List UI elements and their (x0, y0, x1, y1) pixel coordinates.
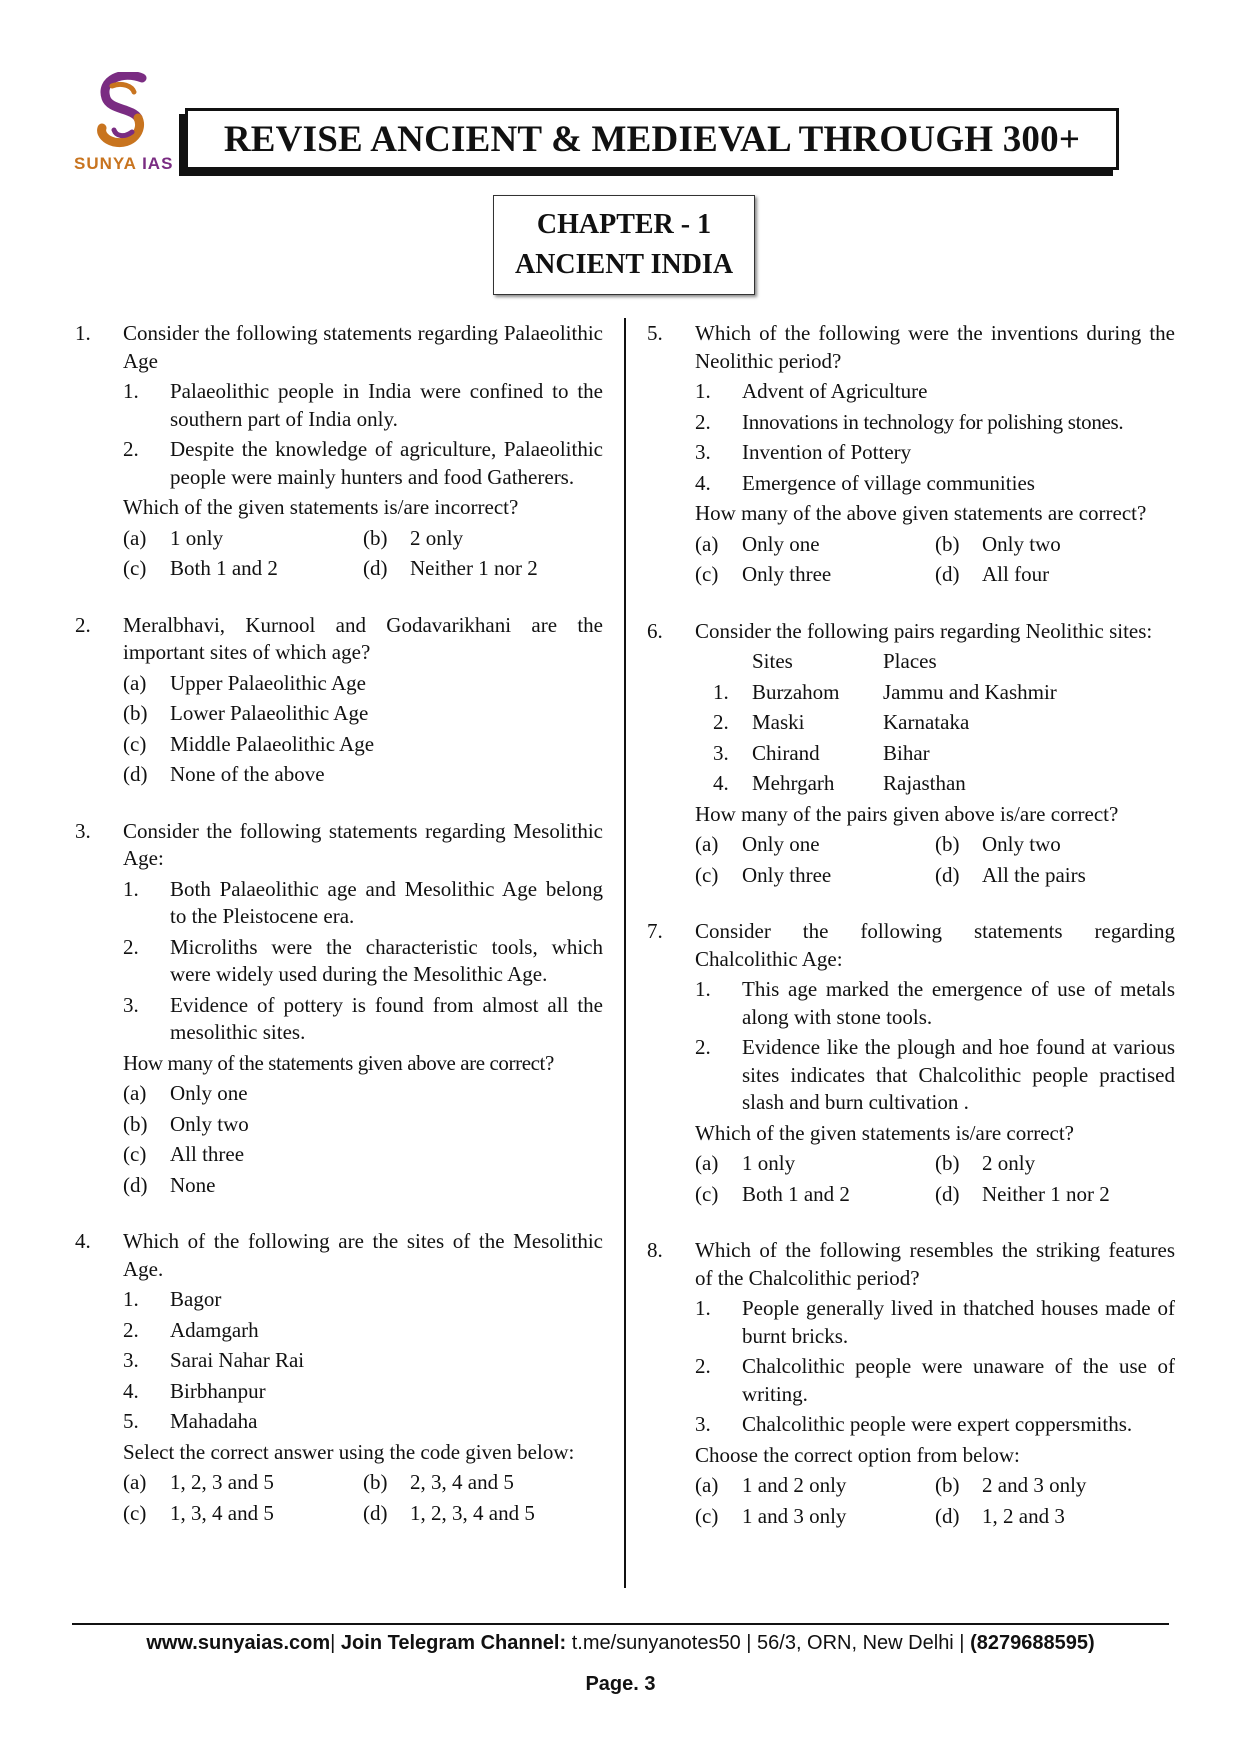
question-prompt: How many of the above given statements are correct? (695, 501, 1147, 525)
statement: 3. Chalcolithic people were expert coppersmiths. (695, 1412, 1133, 1436)
question-stem: Which of the following were the inventions during the Neolithic period? (695, 321, 1175, 373)
statement: 3. Evidence of pottery is found from almost all the mesolithic sites. (123, 992, 603, 1044)
question-stem: Consider the following statements regarding Mesolithic Age: (123, 818, 603, 870)
question-prompt: How many of the statements given above are correct? (123, 1050, 554, 1075)
option-row: (b) Only two (123, 1111, 249, 1136)
question-8 (647, 1237, 1175, 1530)
option-row: (a) Upper Palaeolithic Age (123, 670, 366, 695)
question-stem: Which of the following resembles the striking features of the Chalcolithic period? (695, 1238, 1175, 1290)
question-stem: Consider the following statements regarding Palaeolithic Age (123, 321, 603, 373)
statement: 2. Despite the knowledge of agriculture, Palaeolithic people were mainly hunters and food Gatherers. (123, 437, 603, 489)
statement: 1. Palaeolithic people in India were confined to the southern part of India only. (123, 379, 603, 431)
option-b: (b) 2 only (363, 525, 464, 550)
question-stem: Which of the following are the sites of the Mesolithic Age. (123, 1229, 603, 1281)
option-row: (c) Middle Palaeolithic Age (123, 731, 375, 756)
statement: 1. People generally lived in thatched houses made of burnt bricks. (695, 1296, 1175, 1348)
option-row: (c) Only three (d) All four (695, 562, 1050, 586)
question-number: 2. (75, 612, 91, 637)
left-column (75, 320, 603, 1527)
statement: 3. Sarai Nahar Rai (123, 1348, 305, 1372)
option-row: (a) Only one (b) Only two (695, 531, 1061, 556)
option-row: (c) Both 1 and 2 (d) Neither 1 nor 2 (695, 1181, 1110, 1206)
footer-website[interactable]: www.sunyaias.com (146, 1632, 331, 1654)
question-number: 1. (75, 321, 91, 345)
statement: 1. Bagor (123, 1287, 222, 1311)
statement: 2. Adamgarh (123, 1317, 259, 1342)
question-prompt: Which of the given statements is/are incorrect? (123, 495, 519, 519)
right-column (647, 320, 1175, 1530)
option-row: (c) Only three (d) All the pairs (695, 862, 1086, 887)
statement: 2. Innovations in technology for polishing stones. (695, 409, 1124, 434)
statement: 4. Birbhanpur (123, 1378, 266, 1403)
option-row: (a) 1, 2, 3 and 5 (b) 2, 3, 4 and 5 (123, 1470, 514, 1494)
statement: 2. Microliths were the characteristic tools, which were widely used during the Mesolithic Age. (123, 934, 603, 986)
pair-row: 4. Mehrgarh Rajasthan (713, 771, 966, 795)
pair-row: 1. Burzahom Jammu and Kashmir (713, 679, 1057, 704)
option-row: (d) None (123, 1172, 216, 1197)
option-row (123, 525, 603, 553)
statement: 2. Chalcolithic people were unaware of the use of writing. (695, 1354, 1175, 1406)
question-prompt: Select the correct answer using the code given below: (123, 1439, 575, 1464)
chapter-title: ANCIENT INDIA (514, 249, 734, 280)
footer-divider (72, 1623, 1169, 1625)
column-divider (624, 318, 626, 1588)
option-row: (a) Only one (123, 1081, 248, 1105)
option-row (123, 555, 603, 583)
question-7 (647, 918, 1175, 1208)
statement: 1. This age marked the emergence of use of metals along with stone tools. (695, 977, 1175, 1029)
question-number: 5. (647, 321, 663, 345)
option-row: (c) 1, 3, 4 and 5 (d) 1, 2, 3, 4 and 5 (123, 1500, 535, 1525)
option-row: (d) None of the above (123, 762, 325, 786)
chapter-number: CHAPTER - 1 (536, 209, 712, 240)
question-number: 6. (647, 618, 663, 643)
brand-logo (72, 72, 182, 180)
question-2 (75, 612, 603, 789)
option-a: (a) 1 only (123, 525, 224, 550)
swirl-s-logo-icon (92, 72, 158, 152)
chapter-heading (493, 195, 755, 295)
statement: 1. Advent of Agriculture (695, 379, 928, 403)
question-stem: Meralbhavi, Kurnool and Godavarikhani are the important sites of which age? (123, 612, 603, 664)
question-3 (75, 818, 603, 1200)
pair-header: Sites Places (752, 649, 937, 673)
question-prompt: How many of the pairs given above is/are correct? (695, 801, 1119, 826)
question-stem: Consider the following statements regarding Chalcolithic Age: (695, 919, 1175, 971)
question-number: 4. (75, 1229, 91, 1253)
question-prompt: Which of the given statements is/are correct? (695, 1120, 1075, 1145)
option-row: (a) Only one (b) Only two (695, 832, 1061, 856)
page-number: Page. 3 (585, 1673, 656, 1695)
question-number: 3. (75, 818, 91, 843)
option-row: (b) Lower Palaeolithic Age (123, 701, 369, 725)
option-d: (d) Neither 1 nor 2 (363, 556, 538, 580)
question-1 (75, 320, 603, 583)
option-row: (a) 1 and 2 only (b) 2 and 3 only (695, 1473, 1087, 1497)
question-number: 7. (647, 919, 663, 943)
question-5 (647, 320, 1175, 589)
statement: 4. Emergence of village communities (695, 470, 1035, 495)
option-row: (a) 1 only (b) 2 only (695, 1151, 1036, 1175)
option-c: (c) Both 1 and 2 (123, 556, 278, 580)
question-prompt: Choose the correct option from below: (695, 1442, 1020, 1467)
option-row: (c) 1 and 3 only (d) 1, 2 and 3 (695, 1503, 1065, 1528)
statement: 5. Mahadaha (123, 1409, 258, 1433)
pair-row: 2. Maski Karnataka (713, 710, 970, 734)
question-number: 8. (647, 1238, 663, 1262)
statement: 2. Evidence like the plough and hoe found at various sites indicates that Chalcolithic people practised slash and burn cultivation . (695, 1035, 1175, 1114)
pair-row: 3. Chirand Bihar (713, 740, 930, 765)
statement: 3. Invention of Pottery (695, 440, 912, 464)
page-title: REVISE ANCIENT & MEDIEVAL THROUGH 300+ (185, 108, 1119, 170)
option-row: (c) All three (123, 1142, 245, 1166)
statement: 1. Both Palaeolithic age and Mesolithic Age belong to the Pleistocene era. (123, 876, 603, 928)
question-stem: Consider the following pairs regarding Neolithic sites: (695, 618, 1153, 643)
brand-name: SUNYA IAS (74, 154, 174, 173)
footer-phone: (8279688595) (970, 1632, 1095, 1654)
page-footer: www.sunyaias.com| Join Telegram Channel: t.me/sunyanotes50 | 56/3, ORN, New Delhi | (8279688595) (146, 1632, 1095, 1654)
question-6 (647, 618, 1175, 890)
footer-telegram[interactable]: t.me/sunyanotes50 | 56/3, ORN, New Delhi | (566, 1632, 971, 1654)
question-4 (75, 1228, 603, 1527)
